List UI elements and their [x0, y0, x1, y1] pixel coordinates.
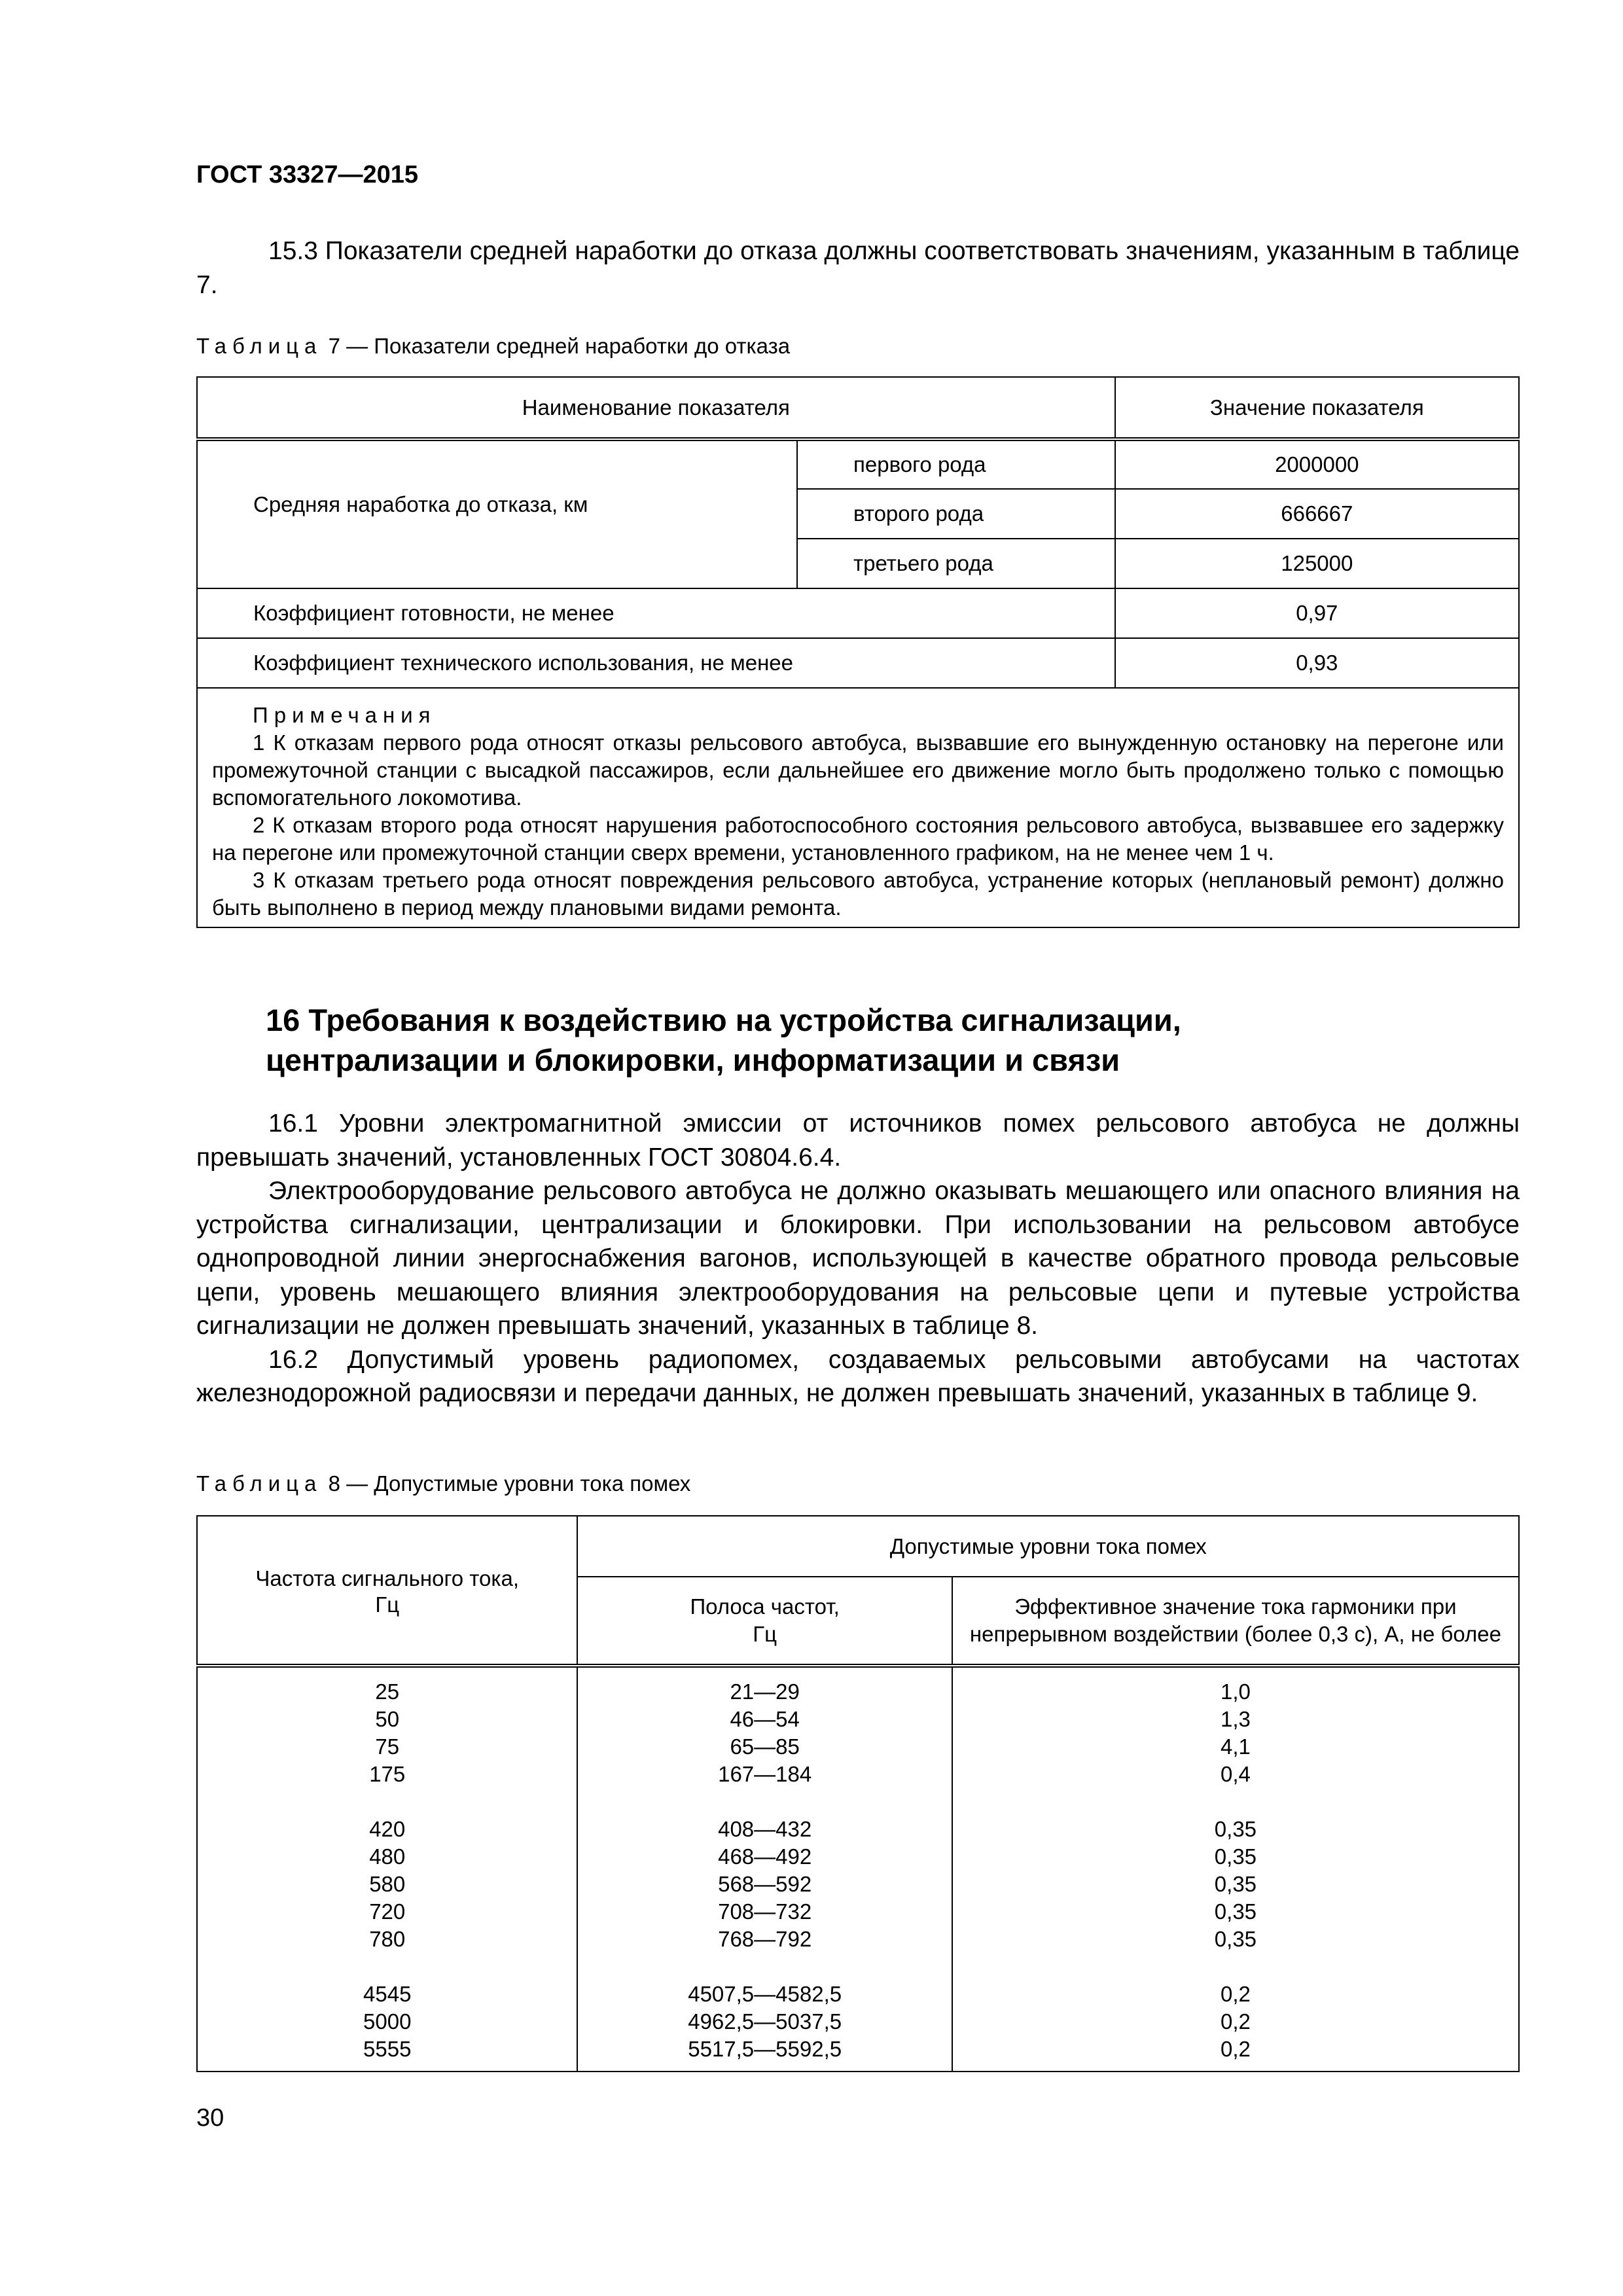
table-7 — [196, 376, 1520, 928]
frequency-column — [197, 1666, 577, 2072]
frequency-value: 75 — [375, 1734, 400, 1759]
band-value: 768—792 — [718, 1927, 812, 1951]
notes-title: Примечания — [253, 703, 437, 727]
caption-text: 8 — Допустимые уровни тока помех — [328, 1471, 691, 1496]
group-gap — [578, 1788, 951, 1816]
table-header-row — [197, 1516, 1519, 1577]
band-value: 4962,5—5037,5 — [688, 2009, 842, 2034]
value-cell: 0,93 — [1115, 638, 1519, 688]
table7-caption — [196, 334, 790, 359]
header-cell: Значение показателя — [1115, 377, 1519, 439]
table-row — [197, 638, 1519, 688]
current-column — [952, 1666, 1519, 2072]
band-value: 708—732 — [718, 1899, 812, 1924]
frequency-value: 4545 — [363, 1982, 412, 2006]
frequency-value: 580 — [369, 1872, 406, 1896]
band-value: 4507,5—4582,5 — [688, 1982, 842, 2006]
header-cell-frequency — [197, 1516, 577, 1666]
page-number: 30 — [196, 2104, 224, 2132]
kind-cell: второго рода — [797, 489, 1115, 539]
caption-prefix: Таблица — [196, 334, 323, 358]
band-value: 408—432 — [718, 1817, 812, 1841]
current-value: 0,2 — [1220, 2009, 1251, 2034]
current-value: 1,3 — [1220, 1707, 1251, 1731]
header-cell-current — [952, 1577, 1519, 1666]
current-value: 0,2 — [1220, 1982, 1251, 2006]
note: 2 К отказам второго рода относят нарушения работоспособного состояния рельсового автобуса, вызвавшее его задержку на перегоне или промежуточной станции сверх времени, установленного графиком, на не менее чем 1 ч. — [212, 813, 1504, 865]
band-value: 46—54 — [730, 1707, 800, 1731]
current-value: 4,1 — [1220, 1734, 1251, 1759]
paragraph: 16.2 Допустимый уровень радиопомех, создаваемых рельсовыми автобусами на частотах железнодорожной радиосвязи и передачи данных, не должен превышать значений, указанных в таблице 9. — [196, 1345, 1520, 1407]
header-text: Гц — [753, 1622, 777, 1646]
frequency-value: 175 — [369, 1762, 406, 1786]
table-row — [197, 588, 1519, 638]
mtbf-label: Средняя наработка до отказа, км — [197, 439, 797, 588]
value-cell: 2000000 — [1115, 439, 1519, 489]
frequency-value: 25 — [375, 1679, 400, 1704]
notes-cell — [197, 688, 1519, 927]
table8-caption — [196, 1471, 690, 1496]
band-value: 65—85 — [730, 1734, 800, 1759]
current-value: 0,35 — [1214, 1899, 1257, 1924]
group-gap — [953, 1788, 1518, 1816]
document-header: ГОСТ 33327—2015 — [196, 161, 419, 188]
band-value: 21—29 — [730, 1679, 800, 1704]
value-cell: 0,97 — [1115, 588, 1519, 638]
table-row — [197, 439, 1519, 489]
current-value: 0,2 — [1220, 2037, 1251, 2061]
paragraph: 16.1 Уровни электромагнитной эмиссии от источников помех рельсового автобуса не должны превышать значений, установленных ГОСТ 30804.6.4. — [196, 1109, 1520, 1172]
band-value: 568—592 — [718, 1872, 812, 1896]
group-gap — [198, 1953, 577, 1981]
header-text: Эффективное значение тока гармоники при — [1014, 1594, 1457, 1619]
group-gap — [953, 1953, 1518, 1981]
frequency-value: 50 — [375, 1707, 400, 1731]
header-text: Гц — [375, 1592, 400, 1617]
frequency-value: 5555 — [363, 2037, 412, 2061]
section-16-body — [196, 1107, 1520, 1410]
frequency-value: 420 — [369, 1817, 406, 1841]
current-value: 0,35 — [1214, 1927, 1257, 1951]
current-value: 0,35 — [1214, 1817, 1257, 1841]
table-8 — [196, 1515, 1520, 2072]
value-cell: 666667 — [1115, 489, 1519, 539]
section-15-3 — [196, 234, 1520, 302]
table-body — [197, 1666, 1519, 2072]
value-cell: 125000 — [1115, 539, 1519, 588]
frequency-value: 5000 — [363, 2009, 412, 2034]
kind-cell: третьего рода — [797, 539, 1115, 588]
note: 1 К отказам первого рода относят отказы рельсового автобуса, вызвавшие его вынужденную остановку на перегоне или промежуточной станции с высадкой пассажиров, если дальнейшее его движение могло быть продолжено только с помощью вспомогательного локомотива. — [212, 730, 1504, 810]
caption-text: 7 — Показатели средней наработки до отказа — [328, 334, 791, 358]
notes-row — [197, 688, 1519, 927]
kind-cell: первого рода — [797, 439, 1115, 489]
paragraph: Электрооборудование рельсового автобуса не должно оказывать мешающего или опасного влияния на устройства сигнализации, централизации и блокировки. При использовании на рельсовом автобусе однопроводной линии энергоснабжения вагонов, использующей в качестве обратного провода рельсовые цепи, уровень мешающего влияния электрооборудования на рельсовые цепи и путевые устройства сигнализации не должен превышать значений, указанных в таблице 8. — [196, 1177, 1520, 1340]
band-value: 5517,5—5592,5 — [688, 2037, 842, 2061]
heading-line: централизации и блокировки, информатизации и связи — [266, 1043, 1120, 1077]
group-gap — [578, 1953, 951, 1981]
band-value: 167—184 — [718, 1762, 812, 1786]
table-header-row — [197, 377, 1519, 439]
current-value: 0,35 — [1214, 1872, 1257, 1896]
caption-prefix: Таблица — [196, 1471, 323, 1496]
header-text: Частота сигнального тока, — [255, 1566, 520, 1590]
current-value: 0,35 — [1214, 1844, 1257, 1869]
label-cell: Коэффициент готовности, не менее — [197, 588, 1115, 638]
current-value: 1,0 — [1220, 1679, 1251, 1704]
frequency-value: 780 — [369, 1927, 406, 1951]
header-cell-group: Допустимые уровни тока помех — [577, 1516, 1519, 1577]
paragraph: 15.3 Показатели средней наработки до отказа должны соответствовать значениям, указанным в таблице 7. — [196, 237, 1520, 299]
header-text: непрерывном воздействии (более 0,3 с), А, не более — [969, 1622, 1501, 1646]
header-cell-band — [577, 1577, 952, 1666]
band-value: 468—492 — [718, 1844, 812, 1869]
group-gap — [198, 1788, 577, 1816]
label-cell: Коэффициент технического использования, не менее — [197, 638, 1115, 688]
frequency-value: 480 — [369, 1844, 406, 1869]
section-16-heading — [266, 1000, 1181, 1080]
header-cell: Наименование показателя — [197, 377, 1115, 439]
note: 3 К отказам третьего рода относят повреждения рельсового автобуса, устранение которых (неплановый ремонт) должно быть выполнено в период между плановыми видами ремонта. — [212, 868, 1504, 920]
heading-line: 16 Требования к воздействию на устройства сигнализации, — [266, 1003, 1181, 1037]
band-column — [577, 1666, 952, 2072]
header-text: Полоса частот, — [690, 1594, 840, 1619]
current-value: 0,4 — [1220, 1762, 1251, 1786]
frequency-value: 720 — [369, 1899, 406, 1924]
